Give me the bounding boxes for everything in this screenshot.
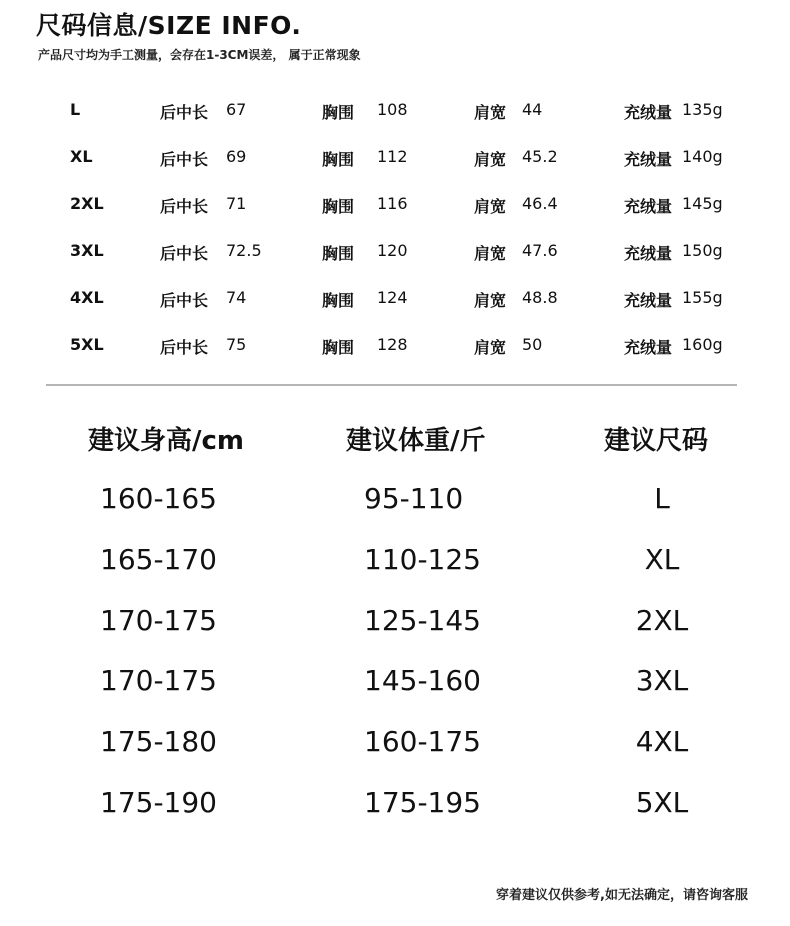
table-row	[0, 594, 790, 655]
shoulder-label: 肩宽	[474, 103, 507, 122]
height-value: 175-180	[100, 725, 217, 759]
section-divider	[46, 384, 737, 386]
shoulder-value: 45.2	[522, 147, 558, 166]
length-value: 69	[226, 147, 247, 166]
length-label: 后中长	[160, 197, 209, 216]
weight-header: 建议体重/斤	[346, 426, 486, 456]
size-value: 4XL	[635, 725, 689, 759]
fill-value: 160g	[682, 335, 723, 354]
length-value: 67	[226, 100, 247, 119]
height-value: 165-170	[100, 542, 217, 576]
table-row	[0, 278, 790, 325]
height-value: 170-175	[100, 603, 217, 637]
table-row	[0, 776, 790, 837]
chest-label: 胸围	[322, 103, 355, 122]
fill-label: 充绒量	[624, 103, 673, 122]
weight-value: 110-125	[364, 542, 481, 576]
shoulder-value: 48.8	[522, 288, 558, 307]
footer-note: 穿着建议仅供参考,如无法确定，请咨询客服	[496, 888, 748, 903]
shoulder-value: 46.4	[522, 194, 558, 213]
table-row	[0, 472, 790, 533]
fill-value: 135g	[682, 100, 723, 119]
length-label: 后中长	[160, 338, 209, 357]
length-value: 72.5	[226, 241, 262, 260]
size-label: XL	[70, 147, 93, 166]
chest-value: 116	[377, 194, 408, 213]
weight-value: 175-195	[364, 785, 481, 819]
fill-label: 充绒量	[624, 197, 673, 216]
height-value: 170-175	[100, 664, 217, 698]
size-label: 5XL	[70, 335, 104, 354]
table-row	[0, 137, 790, 184]
fill-label: 充绒量	[624, 338, 673, 357]
length-label: 后中长	[160, 103, 209, 122]
length-value: 75	[226, 335, 247, 354]
chest-value: 108	[377, 100, 408, 119]
height-value: 175-190	[100, 785, 217, 819]
shoulder-label: 肩宽	[474, 338, 507, 357]
table-row	[0, 90, 790, 137]
length-value: 71	[226, 194, 247, 213]
size-value: L	[654, 482, 670, 515]
size-label: L	[70, 100, 81, 119]
height-header: 建议身高/cm	[88, 426, 245, 456]
size-label: 4XL	[70, 288, 104, 307]
length-label: 后中长	[160, 291, 209, 310]
chest-value: 120	[377, 241, 408, 260]
shoulder-value: 44	[522, 100, 543, 119]
measurement-table	[0, 90, 790, 372]
weight-value: 95-110	[364, 482, 464, 515]
recommendation-header	[0, 420, 790, 464]
chest-value: 124	[377, 288, 408, 307]
fill-value: 140g	[682, 147, 723, 166]
chest-value: 128	[377, 335, 408, 354]
weight-value: 145-160	[364, 664, 481, 698]
table-row	[0, 325, 790, 372]
table-row	[0, 184, 790, 231]
table-row	[0, 231, 790, 278]
fill-label: 充绒量	[624, 150, 673, 169]
table-row	[0, 715, 790, 776]
size-label: 2XL	[70, 194, 104, 213]
recommendation-table	[0, 472, 790, 837]
shoulder-label: 肩宽	[474, 150, 507, 169]
table-row	[0, 533, 790, 594]
size-header: 建议尺码	[604, 426, 709, 456]
chest-label: 胸围	[322, 244, 355, 263]
measurement-note: 产品尺寸均为手工测量，会存在1-3CM误差， 属于正常现象	[38, 48, 361, 62]
table-row	[0, 654, 790, 715]
chest-label: 胸围	[322, 291, 355, 310]
shoulder-value: 50	[522, 335, 543, 354]
fill-value: 150g	[682, 241, 723, 260]
chest-label: 胸围	[322, 338, 355, 357]
chest-label: 胸围	[322, 197, 355, 216]
shoulder-label: 肩宽	[474, 244, 507, 263]
shoulder-value: 47.6	[522, 241, 558, 260]
shoulder-label: 肩宽	[474, 197, 507, 216]
size-value: 5XL	[635, 785, 689, 819]
weight-value: 160-175	[364, 725, 481, 759]
weight-value: 125-145	[364, 603, 481, 637]
fill-value: 145g	[682, 194, 723, 213]
shoulder-label: 肩宽	[474, 291, 507, 310]
chest-label: 胸围	[322, 150, 355, 169]
fill-label: 充绒量	[624, 244, 673, 263]
fill-value: 155g	[682, 288, 723, 307]
page-title: 尺码信息/SIZE INFO.	[36, 11, 302, 40]
size-value: 2XL	[635, 603, 689, 637]
size-value: 3XL	[635, 664, 689, 698]
fill-label: 充绒量	[624, 291, 673, 310]
length-label: 后中长	[160, 244, 209, 263]
height-value: 160-165	[100, 482, 217, 515]
length-value: 74	[226, 288, 247, 307]
size-label: 3XL	[70, 241, 104, 260]
size-value: XL	[644, 542, 680, 576]
chest-value: 112	[377, 147, 408, 166]
length-label: 后中长	[160, 150, 209, 169]
